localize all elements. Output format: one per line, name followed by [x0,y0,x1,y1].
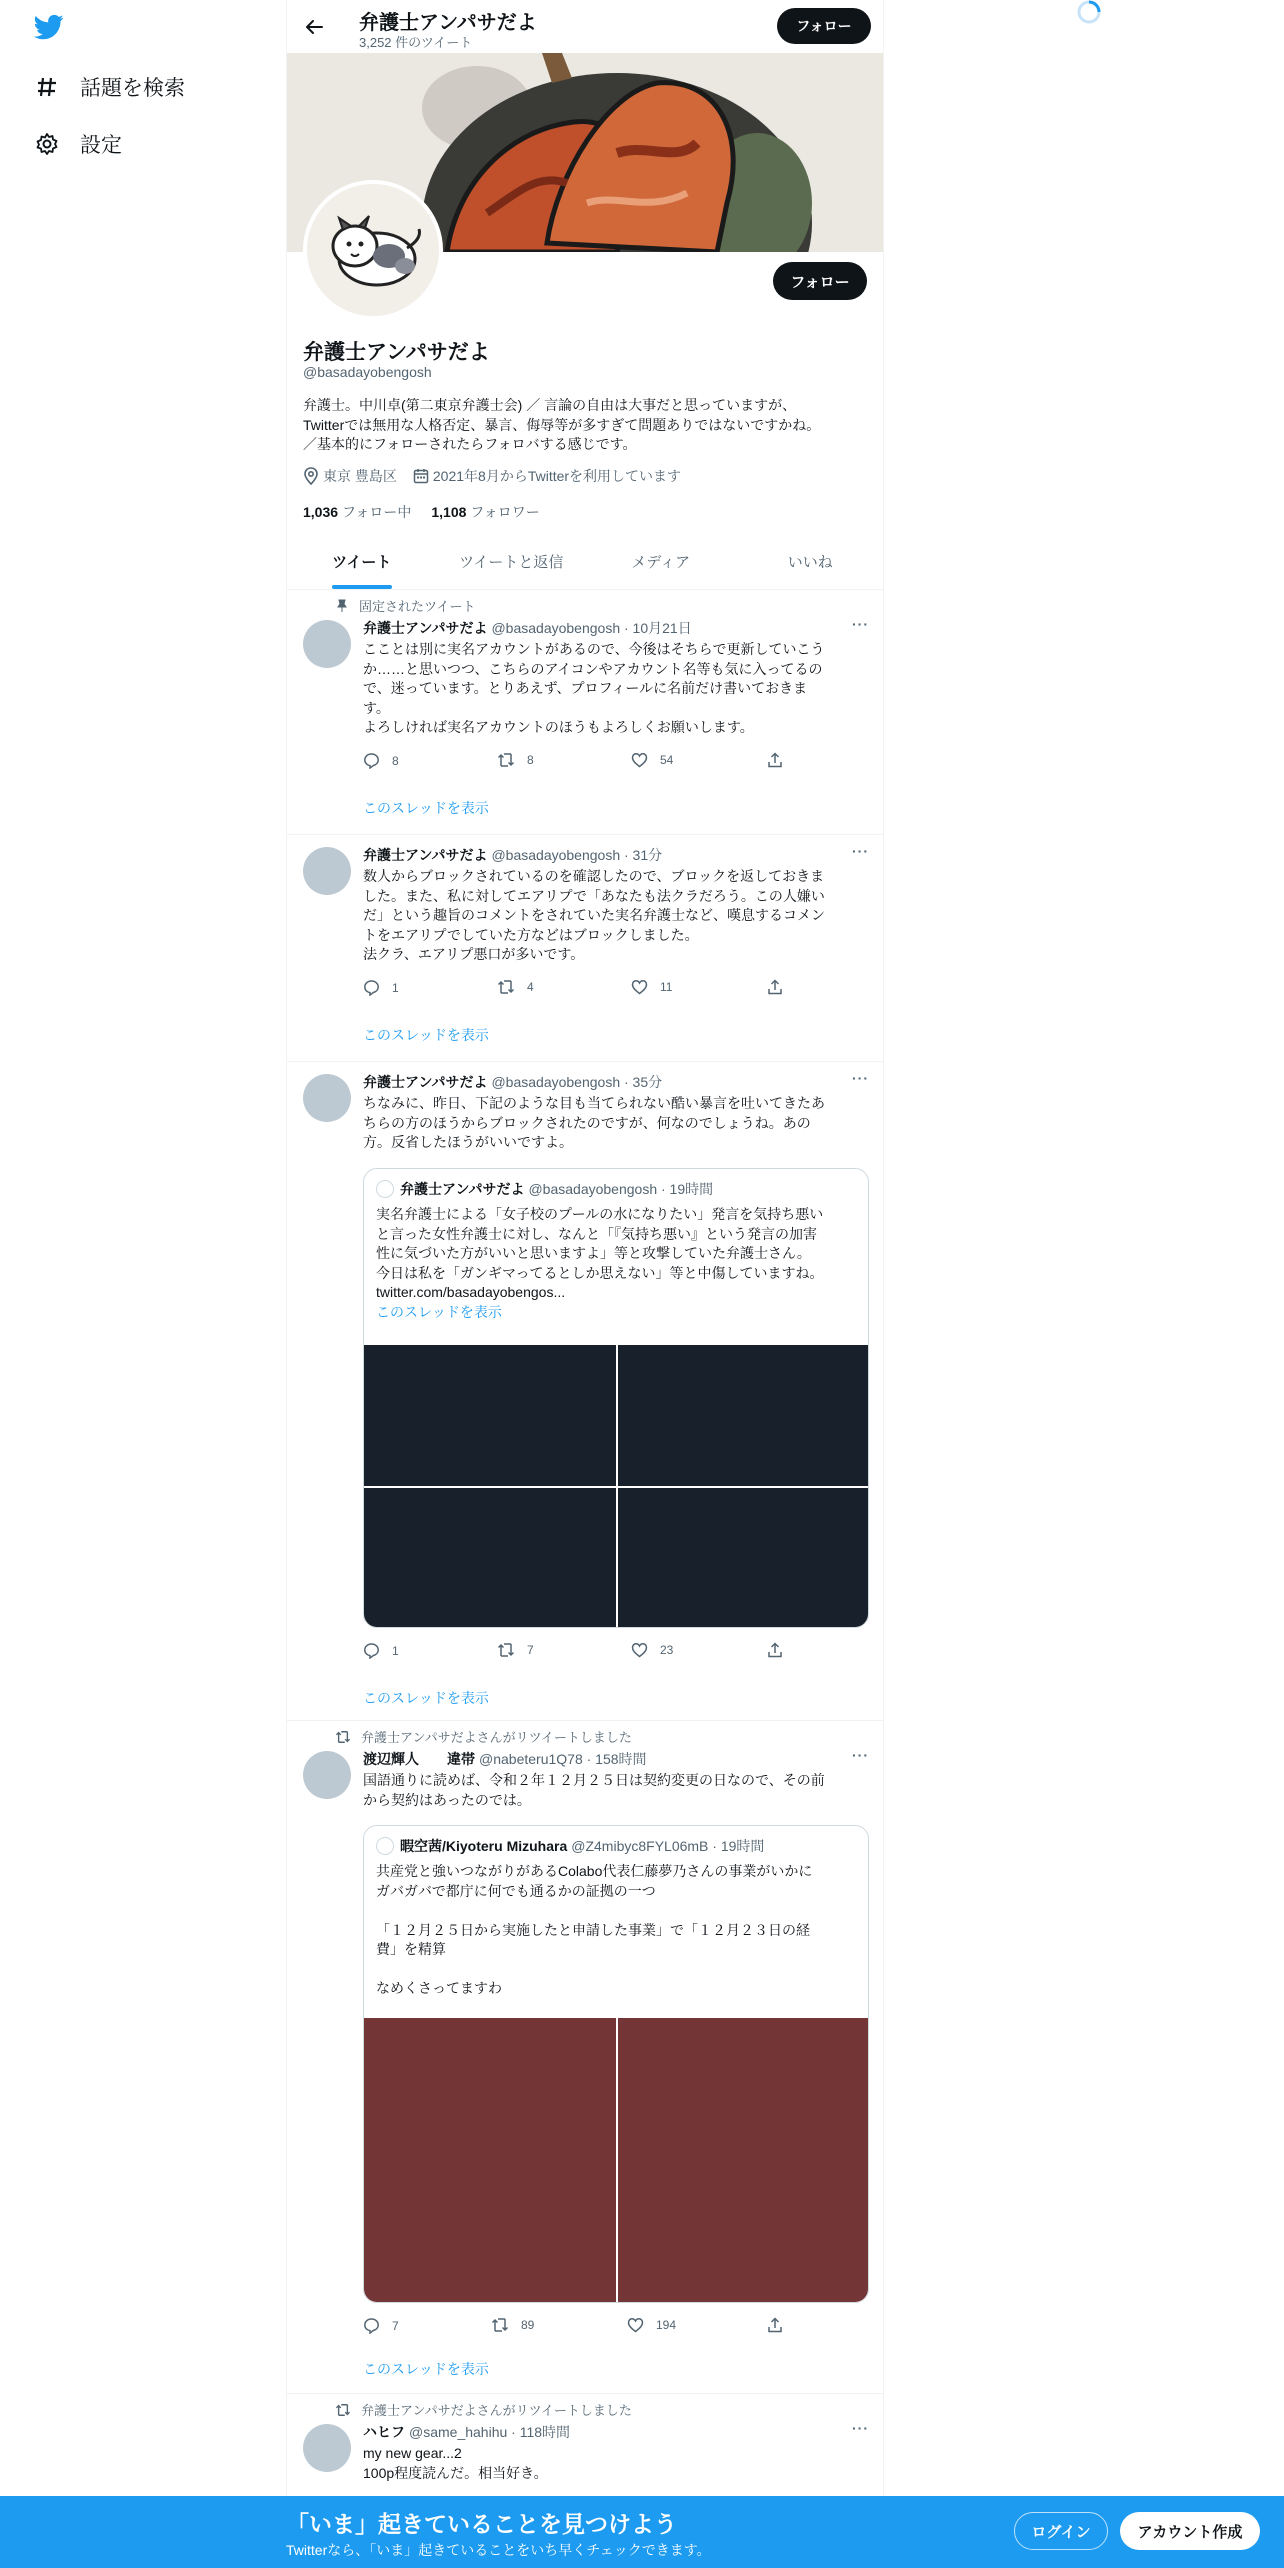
tweet-line: から契約はあったのでは。 [363,1791,531,1808]
quoted-line: ガバガバで都庁に何でも通るかの証拠の一つ [376,1882,656,1899]
quoted-tweet[interactable] [363,1168,869,1628]
left-nav [0,0,286,2568]
reply-icon [363,752,380,769]
tweet-text [363,867,869,965]
quoted-avatar [376,1180,394,1198]
profile-handle: @basadayobengosh [303,364,432,380]
profile-joined [413,466,681,486]
quoted-media-grid [364,1345,869,1628]
pinned-context [335,596,475,615]
retweet-context [335,2400,632,2419]
profile-header-bar [287,0,884,53]
quoted-text [376,1862,856,1999]
tweet-meta[interactable]: @nabeteru1Q78 · 158時間 [479,1751,647,1767]
tweet-line: 法クラ、エアリプ悪口が多いです。 [363,946,585,962]
retweet-count: 4 [527,980,534,994]
followers-count: 1,108 [431,504,467,520]
tweet-line: 国語通りに読めば、令和２年１２月２５日は契約変更の日なので、その前 [363,1772,825,1788]
tweet-header [363,2422,869,2442]
nav-settings-label: 設定 [80,134,122,157]
retweet-icon [497,979,515,995]
reply-icon [363,2317,380,2334]
reply-button[interactable] [363,752,399,769]
heart-icon [631,752,648,768]
tweet-text [363,640,869,738]
tweet-line: だ」という趣旨のコメントをされていた実名弁護士など、嘆息するコメン [363,907,825,923]
reply-icon [363,979,380,996]
tweet-meta[interactable]: @basadayobengosh · 35分 [491,1074,663,1090]
retweet-button[interactable] [497,979,534,995]
retweet-icon [335,1730,351,1744]
pinned-label: 固定されたツイート [359,599,476,614]
like-count: 54 [660,753,674,767]
tweet-line: す。 [363,699,390,716]
quoted-line: と言った女性弁護士に対し、なんと「『気持ち悪い』という発言の加害 [376,1225,817,1242]
signup-banner [0,2496,1284,2568]
quoted-line: 共産党と強いつながりがあるColabo代表仁藤夢乃さんの事業がいかに [376,1863,813,1879]
quoted-line: 今日は私を「ガンギマってるとしか思えない」等と中傷していますね。 [376,1264,824,1281]
quoted-line: 実名弁護士による「女子校のプールの水になりたい」発言を気持ち悪い [376,1206,824,1222]
profile-meta [303,466,697,486]
heart-icon [631,979,648,995]
avatar[interactable] [303,1074,351,1122]
show-thread-link[interactable]: このスレッドを表示 [363,800,489,816]
avatar[interactable] [303,1751,351,1799]
header-follow-button[interactable]: フォロー [777,8,871,44]
gear-icon [34,131,60,157]
reply-button[interactable] [363,1642,399,1659]
share-button[interactable] [767,1642,795,1658]
avatar[interactable] [303,620,351,668]
more-icon[interactable]: ··· [852,2420,869,2436]
retweet-context-label[interactable]: 弁護士アンパサだよさんがリツイートしました [361,1730,632,1745]
like-button[interactable] [627,2317,676,2333]
like-button[interactable] [631,979,672,995]
nav-settings[interactable] [34,119,122,169]
profile-joined-text: 2021年8月からTwitterを利用しています [432,468,682,484]
media-image[interactable] [618,1488,869,1628]
followers-link[interactable] [431,502,539,522]
reply-count: 1 [392,1643,399,1658]
bio-line: Twitterでは無用な人格否定、暴言、侮辱等が多すぎて問題ありではないですかね。 [303,416,821,433]
profile-location [303,466,397,486]
profile-name: 弁護士アンパサだよ [303,341,490,364]
profile-follow-button[interactable]: フォロー [773,262,867,300]
profile-avatar[interactable] [303,180,443,320]
tweet-text [363,2444,869,2483]
followers-label: フォロワー [470,504,540,520]
loading-spinner-icon [1074,0,1104,26]
reply-count: 1 [392,980,399,995]
quoted-line: 「１２月２５日から実施したと申請した事業」で「１２月２３日の経 [376,1921,810,1938]
tweet-author-name[interactable]: 渡辺輝人 違帯 [363,1751,475,1767]
tweet-author-name[interactable]: 弁護士アンパサだよ [363,1074,488,1090]
bio-line: ／基本的にフォローされたらフォロバする感じです。 [303,436,637,452]
bio-line: 弁護士。中川卓(第二東京弁護士会) ／ 言論の自由は大事だと思っていますが、 [303,397,797,413]
tweet[interactable] [287,1062,884,1721]
like-count: 194 [656,2318,677,2332]
profile-tabs [287,534,884,590]
show-thread-link[interactable]: このスレッドを表示 [363,2361,489,2377]
tweet-meta[interactable]: @basadayobengosh · 10月21日 [491,620,692,636]
quoted-avatar [376,1837,394,1855]
tweet-line: よろしければ実名アカウントのほうもよろしくお願いします。 [363,719,754,735]
like-count: 23 [660,1643,674,1657]
show-thread-link[interactable]: このスレッドを表示 [363,1027,489,1043]
retweet-icon [497,752,515,768]
quoted-line: なめくさってますわ [376,1980,502,1996]
quoted-author-name: 弁護士アンパサだよ [400,1181,525,1197]
tweet-author-name[interactable]: 弁護士アンパサだよ [363,847,488,863]
quoted-tweet-header [376,1179,713,1199]
tweet-header [363,1072,869,1092]
following-link[interactable] [303,502,411,522]
reply-icon [363,1642,380,1659]
twitter-bird-icon[interactable] [32,12,66,46]
retweet-count: 8 [527,753,534,767]
media-image[interactable] [618,2018,869,2303]
share-button[interactable] [767,979,795,995]
quoted-text [376,1205,856,1322]
tweet-actions [363,752,783,772]
profile-location-text: 東京 豊島区 [323,468,397,484]
retweet-count: 7 [527,1643,534,1657]
retweet-button[interactable] [491,2317,534,2333]
tweet-line: ちなみに、昨日、下記のような目も当てられない酷い暴言を吐いてきたあ [363,1095,825,1111]
share-icon [767,1642,783,1658]
header-profile-name: 弁護士アンパサだよ [359,12,537,34]
tweet-line: ちらの方のほうからブロックされたのですが、何なのでしょうね。あの [363,1114,811,1131]
quoted-tweet-header [376,1836,764,1856]
tweet-header [363,1749,869,1769]
quoted-line: 性に気づいた方がいいと思いますよ」等と攻撃していた弁護士さん。 [376,1245,811,1261]
tweet-line: した。また、私に対してエアリプで「あなたも法クラだろう。この人嫌い [363,887,825,904]
share-button[interactable] [767,752,795,768]
quoted-author-name: 暇空茜/Kiyoteru Mizuhara [400,1838,568,1854]
hashtag-icon [34,74,60,100]
profile-follow-stats [303,502,540,522]
signup-button[interactable]: アカウント作成 [1120,2512,1260,2550]
retweet-count: 89 [521,2318,535,2332]
nav-explore[interactable] [34,62,185,112]
tweet-author-name[interactable]: 弁護士アンパサだよ [363,620,488,636]
reply-count: 8 [392,753,399,768]
tab-tweets[interactable]: ツイート [287,534,437,589]
tweet-line: my new gear...2 [363,2445,462,2461]
quoted-link[interactable]: twitter.com/basadayobengos... [376,1284,566,1300]
quoted-line: 費」を精算 [376,1941,446,1957]
media-image[interactable] [364,1345,616,1486]
tweet-line: 100p程度読んだ。相当好き。 [363,2464,548,2481]
share-button[interactable] [767,2317,795,2333]
login-button[interactable]: ログイン [1014,2512,1108,2550]
tweet[interactable] [287,1721,884,2394]
retweet-icon [335,2403,351,2417]
pin-icon [335,599,349,613]
tweet-line: 数人からブロックされているのを確認したので、ブロックを返しておきま [363,868,825,884]
blank-line [376,1901,856,1921]
heart-icon [627,2317,644,2333]
quoted-meta: @basadayobengosh · 19時間 [528,1181,714,1197]
tweet-header [363,618,869,638]
reply-count: 7 [392,2318,399,2333]
tweet-line: こことは別に実名アカウントがあるので、今後はそちらで更新していこう [363,641,825,657]
avatar[interactable] [303,847,351,895]
signup-banner-title: 「いま」起きていることを見つけよう [286,2511,677,2537]
like-count: 11 [660,980,673,994]
profile-column [286,0,884,2568]
more-icon[interactable]: ··· [852,616,869,632]
quoted-meta: @Z4mibyc8FYL06mB · 19時間 [571,1838,765,1854]
blank-line [376,1960,856,1980]
quoted-show-thread-link[interactable]: このスレッドを表示 [376,1303,502,1320]
media-image[interactable] [364,1488,616,1628]
tweet-actions [363,1642,783,1662]
profile-bio [303,396,871,455]
tweet-line: トをエアリプでしていた方などはブロックしました。 [363,926,699,943]
show-thread-link[interactable]: このスレッドを表示 [363,1690,489,1706]
tab-tweets-and-replies[interactable]: ツイートと返信 [459,554,564,571]
quoted-tweet[interactable] [363,1825,869,2303]
tweet-line: 方。反省したほうがいいですよ。 [363,1134,573,1150]
tweet-meta[interactable]: @basadayobengosh · 31分 [491,847,663,863]
more-icon[interactable]: ··· [852,1747,869,1763]
tab-likes[interactable]: いいね [787,554,833,571]
tweet-text [363,1771,869,1810]
tweet-meta[interactable]: @same_hahihu · 118時間 [409,2424,571,2440]
following-count: 1,036 [303,504,339,520]
reply-button[interactable] [363,2317,399,2334]
tweet-author-name[interactable]: ハヒフ [363,2424,405,2440]
avatar[interactable] [303,2424,351,2472]
tweet-line: で、迷っています。とりあえず、プロフィールに名前だけ書いておきま [363,680,808,696]
media-image[interactable] [364,2018,616,2303]
tweet[interactable] [287,835,884,1062]
calendar-icon [413,468,429,484]
retweet-button[interactable] [497,752,534,768]
nav-explore-label: 話題を検索 [80,77,185,100]
retweet-icon [497,1642,515,1658]
back-arrow-icon[interactable] [299,12,329,42]
like-button[interactable] [631,752,673,768]
media-image[interactable] [618,1345,869,1486]
retweet-context-label[interactable]: 弁護士アンパサだよさんがリツイートしました [361,2403,632,2418]
share-icon [767,752,783,768]
quoted-media-grid [364,2018,869,2303]
more-icon[interactable]: ··· [852,843,869,859]
tweet-actions [363,2317,783,2337]
share-icon [767,2317,783,2333]
location-pin-icon [303,467,319,485]
like-button[interactable] [631,1642,673,1658]
tweet-header [363,845,869,865]
tweet-line: か……と思いつつ、こちらのアイコンやアカウント名等も気に入ってるの [363,660,823,677]
more-icon[interactable]: ··· [852,1070,869,1086]
signup-banner-subtitle: Twitterなら、「いま」起きていることをいち早くチェックできます。 [286,2542,711,2558]
share-icon [767,979,783,995]
retweet-button[interactable] [497,1642,534,1658]
tweet-text [363,1094,869,1153]
tweet-actions [363,979,783,999]
header-tweet-count: 3,252 件のツイート [359,35,473,50]
retweet-icon [491,2317,509,2333]
tweet[interactable] [287,590,884,835]
tab-media[interactable]: メディア [631,554,691,571]
following-label: フォロー中 [342,504,412,520]
retweet-context [335,1727,632,1746]
heart-icon [631,1642,648,1658]
reply-button[interactable] [363,979,399,996]
